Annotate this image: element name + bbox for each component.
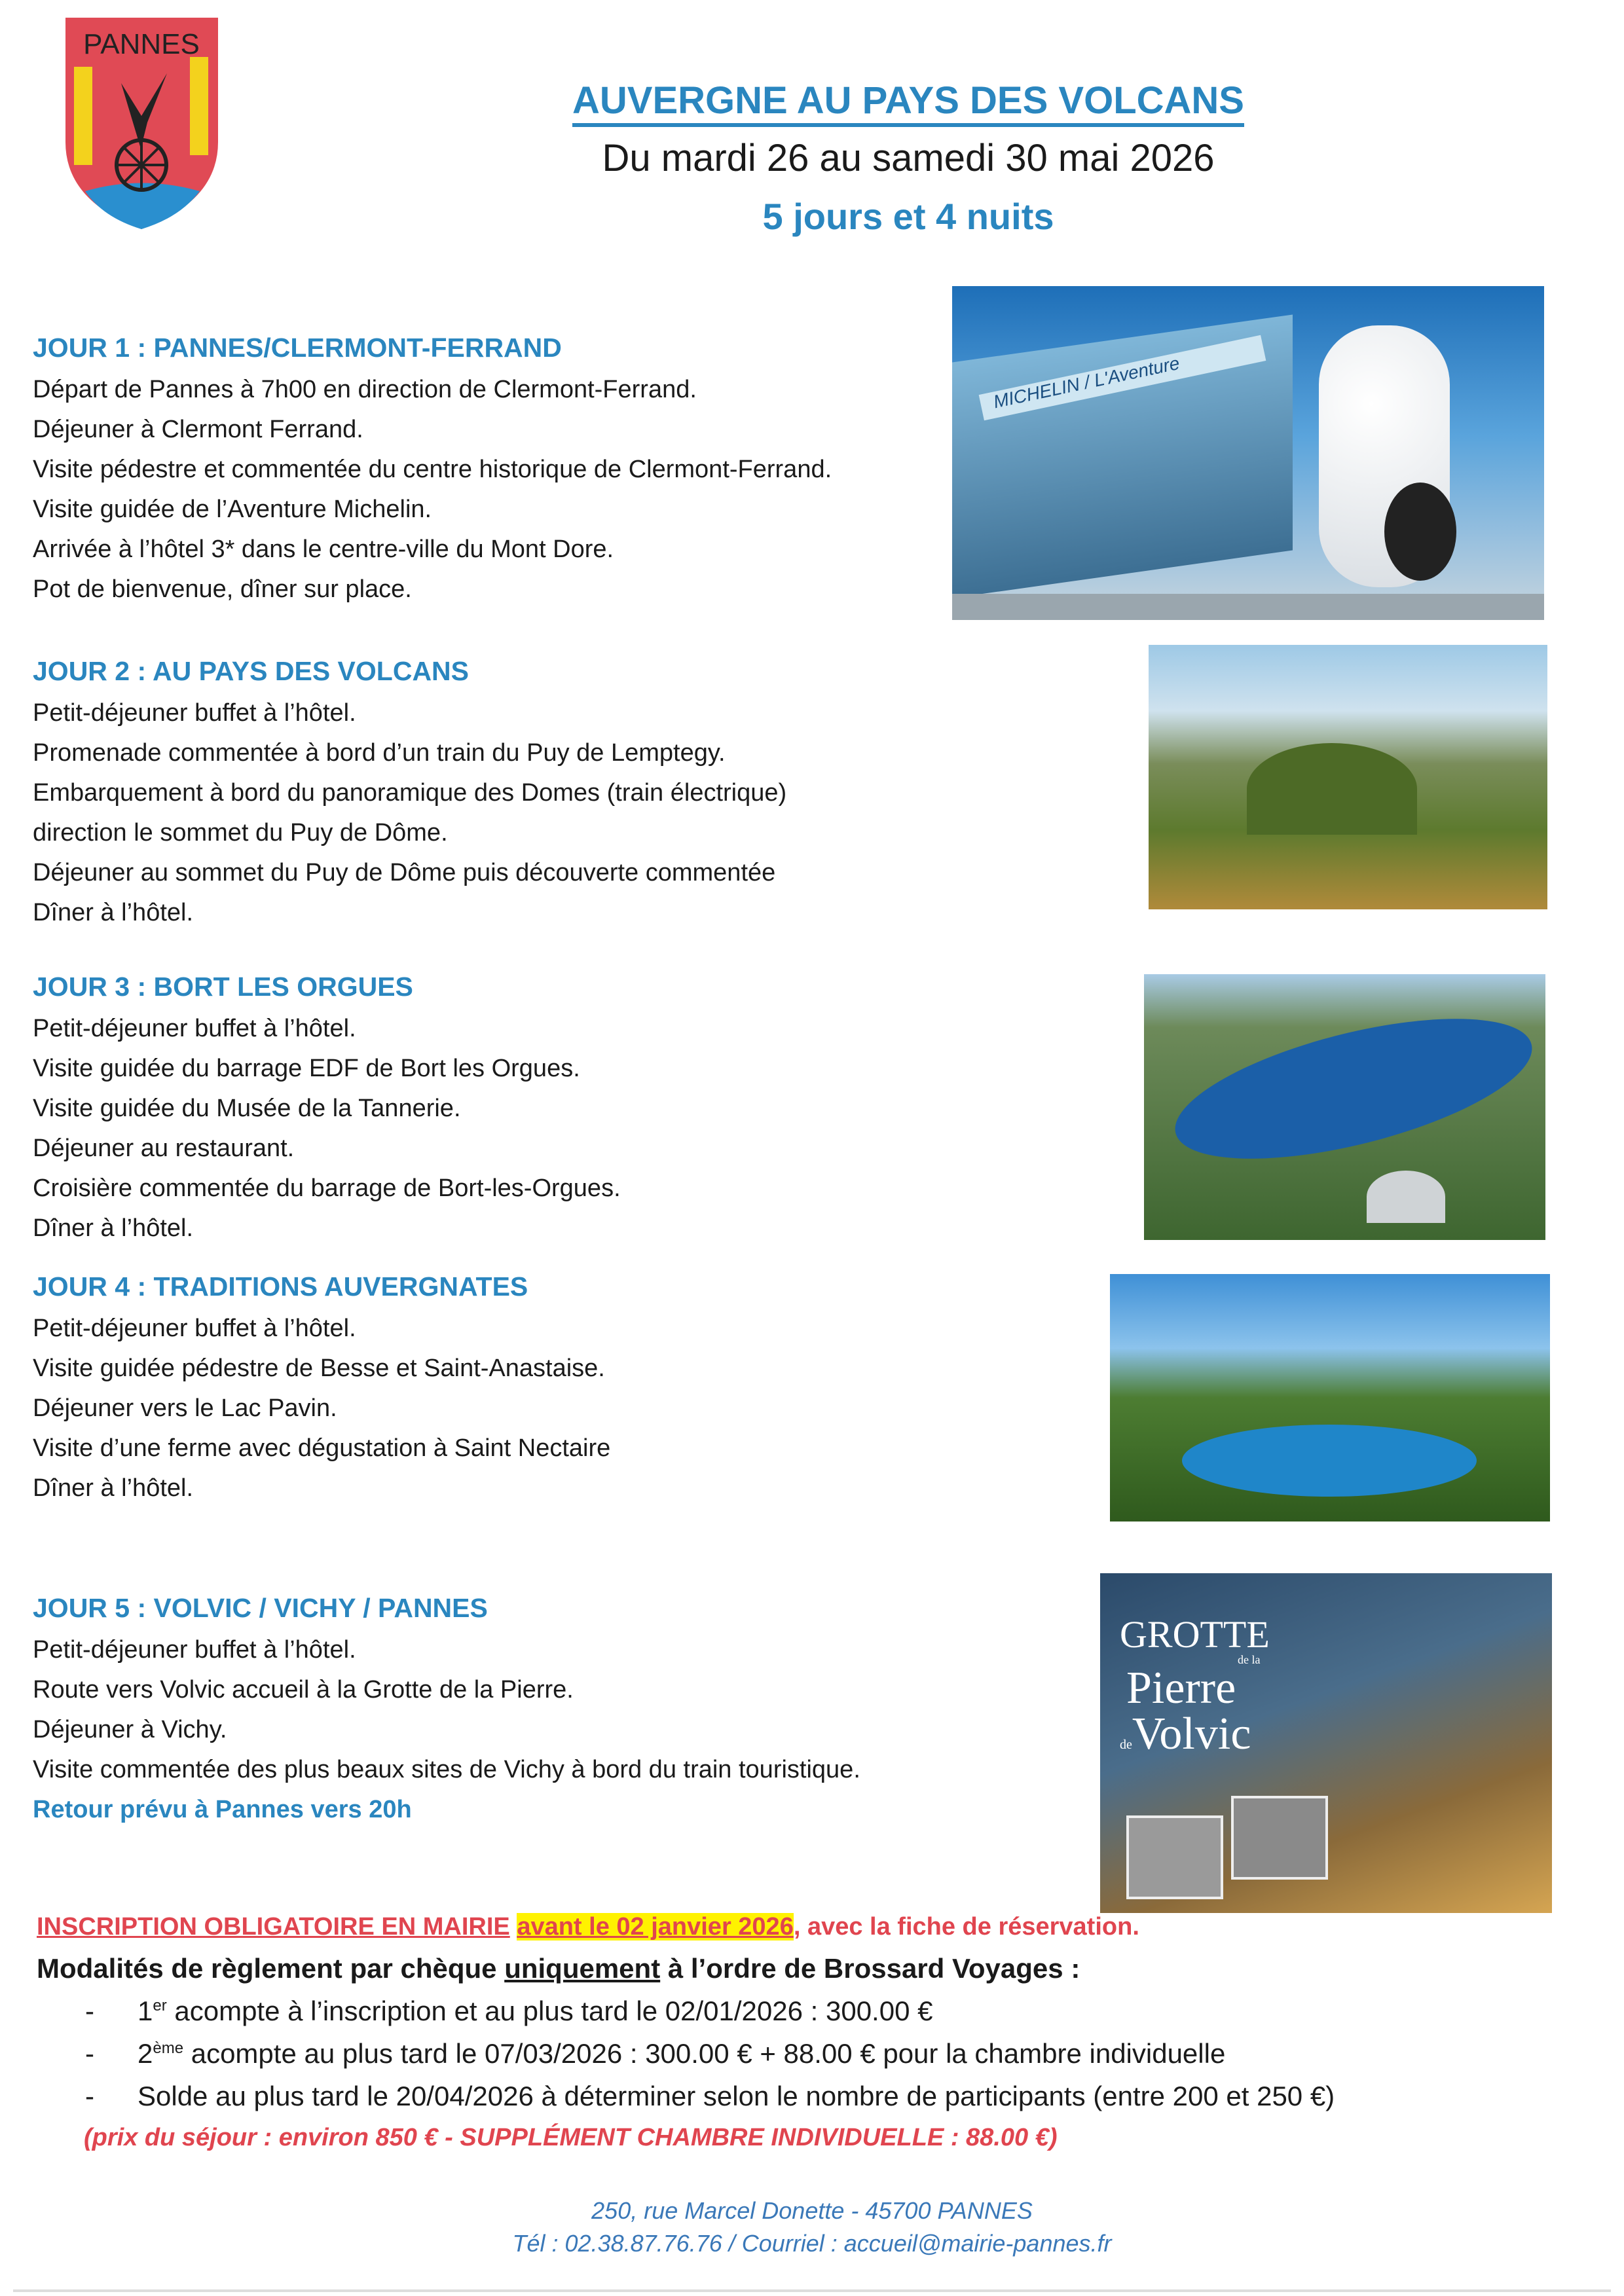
day-line: Déjeuner au restaurant. [33,1135,295,1162]
trip-duration: 5 jours et 4 nuits [762,196,1054,237]
day-heading: JOUR 3 : BORT LES ORGUES [33,972,413,1002]
day-line: Départ de Pannes à 7h00 en direction de Clermont-Ferrand. [33,376,697,403]
trip-dates: Du mardi 26 au samedi 30 mai 2026 [602,137,1215,179]
day-heading: JOUR 1 : PANNES/CLERMONT-FERRAND [33,333,562,363]
michelin-sign: MICHELIN / L'Aventure [979,335,1266,421]
day-line: Visite commentée des plus beaux sites de Vichy à bord du train touristique. [33,1756,860,1783]
return-time: Retour prévu à Pannes vers 20h [33,1796,412,1823]
day-line: Déjeuner à Vichy. [33,1716,227,1743]
day-heading: JOUR 5 : VOLVIC / VICHY / PANNES [33,1593,488,1623]
day-5 [33,1590,860,1830]
day-line: Déjeuner à Clermont Ferrand. [33,416,363,443]
day-heading: JOUR 2 : AU PAYS DES VOLCANS [33,656,470,686]
day-line: Route vers Volvic accueil à la Grotte de la Pierre. [33,1676,574,1704]
day-line: Petit-déjeuner buffet à l’hôtel. [33,1015,356,1042]
day-line: Embarquement à bord du panoramique des Domes (train électrique) [33,779,787,807]
day-1 [33,329,832,610]
registration-notice: INSCRIPTION OBLIGATOIRE EN MAIRIE avant le 02 janvier 2026, avec la fiche de réservation. [37,1913,1139,1941]
photo-lac-pavin [1110,1274,1550,1522]
day-line: Petit-déjeuner buffet à l’hôtel. [33,1636,356,1664]
day-line: direction le sommet du Puy de Dôme. [33,819,448,847]
day-line: Déjeuner vers le Lac Pavin. [33,1394,337,1422]
day-line: Dîner à l’hôtel. [33,1474,194,1502]
grotte-title-3: Volvic [1132,1709,1251,1759]
page-title: AUVERGNE AU PAYS DES VOLCANS [0,79,1624,122]
day-2 [33,653,786,933]
price-note: (prix du séjour : environ 850 € - SUPPLÉMENT CHAMBRE INDIVIDUELLE : 88.00 €) [84,2124,1058,2151]
day-line: Dîner à l’hôtel. [33,1214,194,1242]
grotte-title-small2: de [1120,1738,1132,1752]
day-line: Petit-déjeuner buffet à l’hôtel. [33,699,356,727]
payment-terms-heading: Modalités de règlement par chèque uniquement à l’ordre de Brossard Voyages : [37,1953,1080,1984]
day-line: Visite guidée pédestre de Besse et Saint-Anastaise. [33,1355,605,1382]
photo-grotte-volvic [1100,1573,1552,1913]
day-line: Visite guidée de l’Aventure Michelin. [33,496,432,523]
footer-address: 250, rue Marcel Donette - 45700 PANNES [591,2197,1033,2224]
photo-bort-les-orgues [1144,974,1545,1240]
page-bottom-rule [13,2289,1611,2292]
day-line: Dîner à l’hôtel. [33,899,194,926]
day-line: Petit-déjeuner buffet à l’hôtel. [33,1315,356,1342]
photo-michelin-adventure [952,286,1544,620]
photo-puy-de-dome [1149,645,1547,909]
day-line: Promenade commentée à bord d’un train du Puy de Lemptegy. [33,739,726,767]
day-line: Visite guidée du barrage EDF de Bort les Orgues. [33,1055,580,1082]
day-line: Visite d’une ferme avec dégustation à Saint Nectaire [33,1434,611,1462]
day-3 [33,968,621,1248]
grotte-title-small: de la [1238,1653,1261,1666]
footer-contact: Tél : 02.38.87.76.76 / Courriel : accueil@mairie-pannes.fr [512,2230,1112,2257]
grotte-title-1: GROTTE [1120,1613,1270,1656]
grotte-title-2: Pierre [1126,1663,1236,1713]
day-line: Visite guidée du Musée de la Tannerie. [33,1095,461,1122]
day-line: Déjeuner au sommet du Puy de Dôme puis découverte commentée [33,859,776,886]
logo-text: PANNES [83,28,200,60]
day-line: Croisière commentée du barrage de Bort-les-Orgues. [33,1175,621,1202]
day-line: Pot de bienvenue, dîner sur place. [33,575,412,603]
day-heading: JOUR 4 : TRADITIONS AUVERGNATES [33,1271,528,1302]
day-4 [33,1268,610,1508]
deadline-highlight: avant le 02 janvier 2026 [517,1913,794,1941]
day-line: Visite pédestre et commentée du centre historique de Clermont-Ferrand. [33,456,832,483]
day-line: Arrivée à l’hôtel 3* dans le centre-ville du Mont Dore. [33,536,614,563]
